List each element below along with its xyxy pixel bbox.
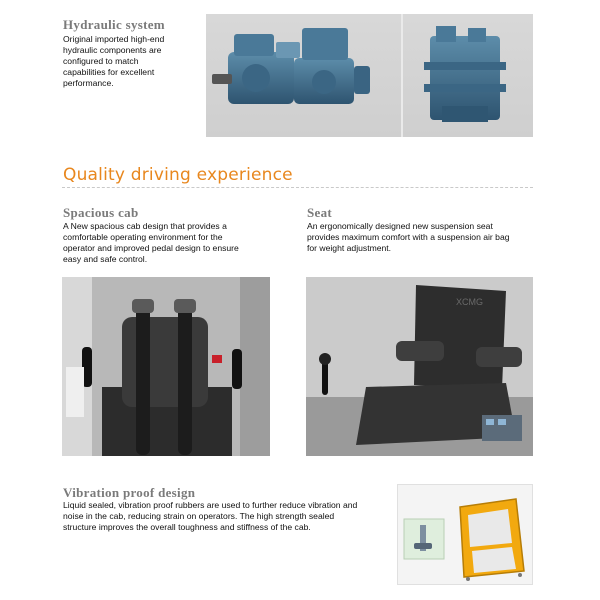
quality-section-title: Quality driving experience <box>63 165 293 185</box>
vibration-heading: Vibration proof design <box>63 485 196 500</box>
seat-photo <box>306 277 533 456</box>
hydraulic-line: hydraulic components are <box>63 45 162 55</box>
hydraulic-pump-image <box>206 14 533 137</box>
cab-frame-diagram <box>398 485 533 585</box>
hydraulic-line: performance. <box>63 78 114 88</box>
vibration-diagram-photo <box>397 484 533 585</box>
seat-line: An ergonomically designed new suspension seat <box>307 221 493 231</box>
seat-description <box>307 221 537 254</box>
operator-seat-image <box>306 277 533 456</box>
cab-line: comfortable operating environment for the <box>63 232 223 242</box>
hydraulic-description <box>63 34 203 89</box>
vibration-line: Liquid sealed, vibration proof rubbers are used to further reduce vibration and <box>63 500 358 510</box>
hydraulic-line: capabilities for excellent <box>63 67 155 77</box>
vibration-line: structure improves the overall toughness and stiffness of the cab. <box>63 522 311 532</box>
seat-line: provides maximum comfort with a suspension air bag <box>307 232 510 242</box>
seat-heading: Seat <box>307 205 333 220</box>
vibration-line: noise in the cab, reducing strain on operators. The high strength sealed <box>63 511 335 521</box>
cab-interior-photo <box>62 277 270 456</box>
cab-heading: Spacious cab <box>63 205 139 220</box>
section-divider <box>62 187 533 188</box>
cab-description <box>63 221 283 265</box>
cab-line: easy and safe control. <box>63 254 148 264</box>
seat-line: for weight adjustment. <box>307 243 392 253</box>
cab-line: operator and improved pedal design to ensure <box>63 243 239 253</box>
seat-brand-mark: XCMG <box>456 297 483 307</box>
hydraulic-heading: Hydraulic system <box>63 17 165 32</box>
hydraulic-components-photo <box>206 14 533 137</box>
cab-controls-image <box>62 277 270 456</box>
vibration-description <box>63 500 393 533</box>
cab-line: A New spacious cab design that provides a <box>63 221 227 231</box>
hydraulic-line: Original imported high-end <box>63 34 165 44</box>
hydraulic-line: configured to match <box>63 56 139 66</box>
photo-divider <box>401 14 403 137</box>
